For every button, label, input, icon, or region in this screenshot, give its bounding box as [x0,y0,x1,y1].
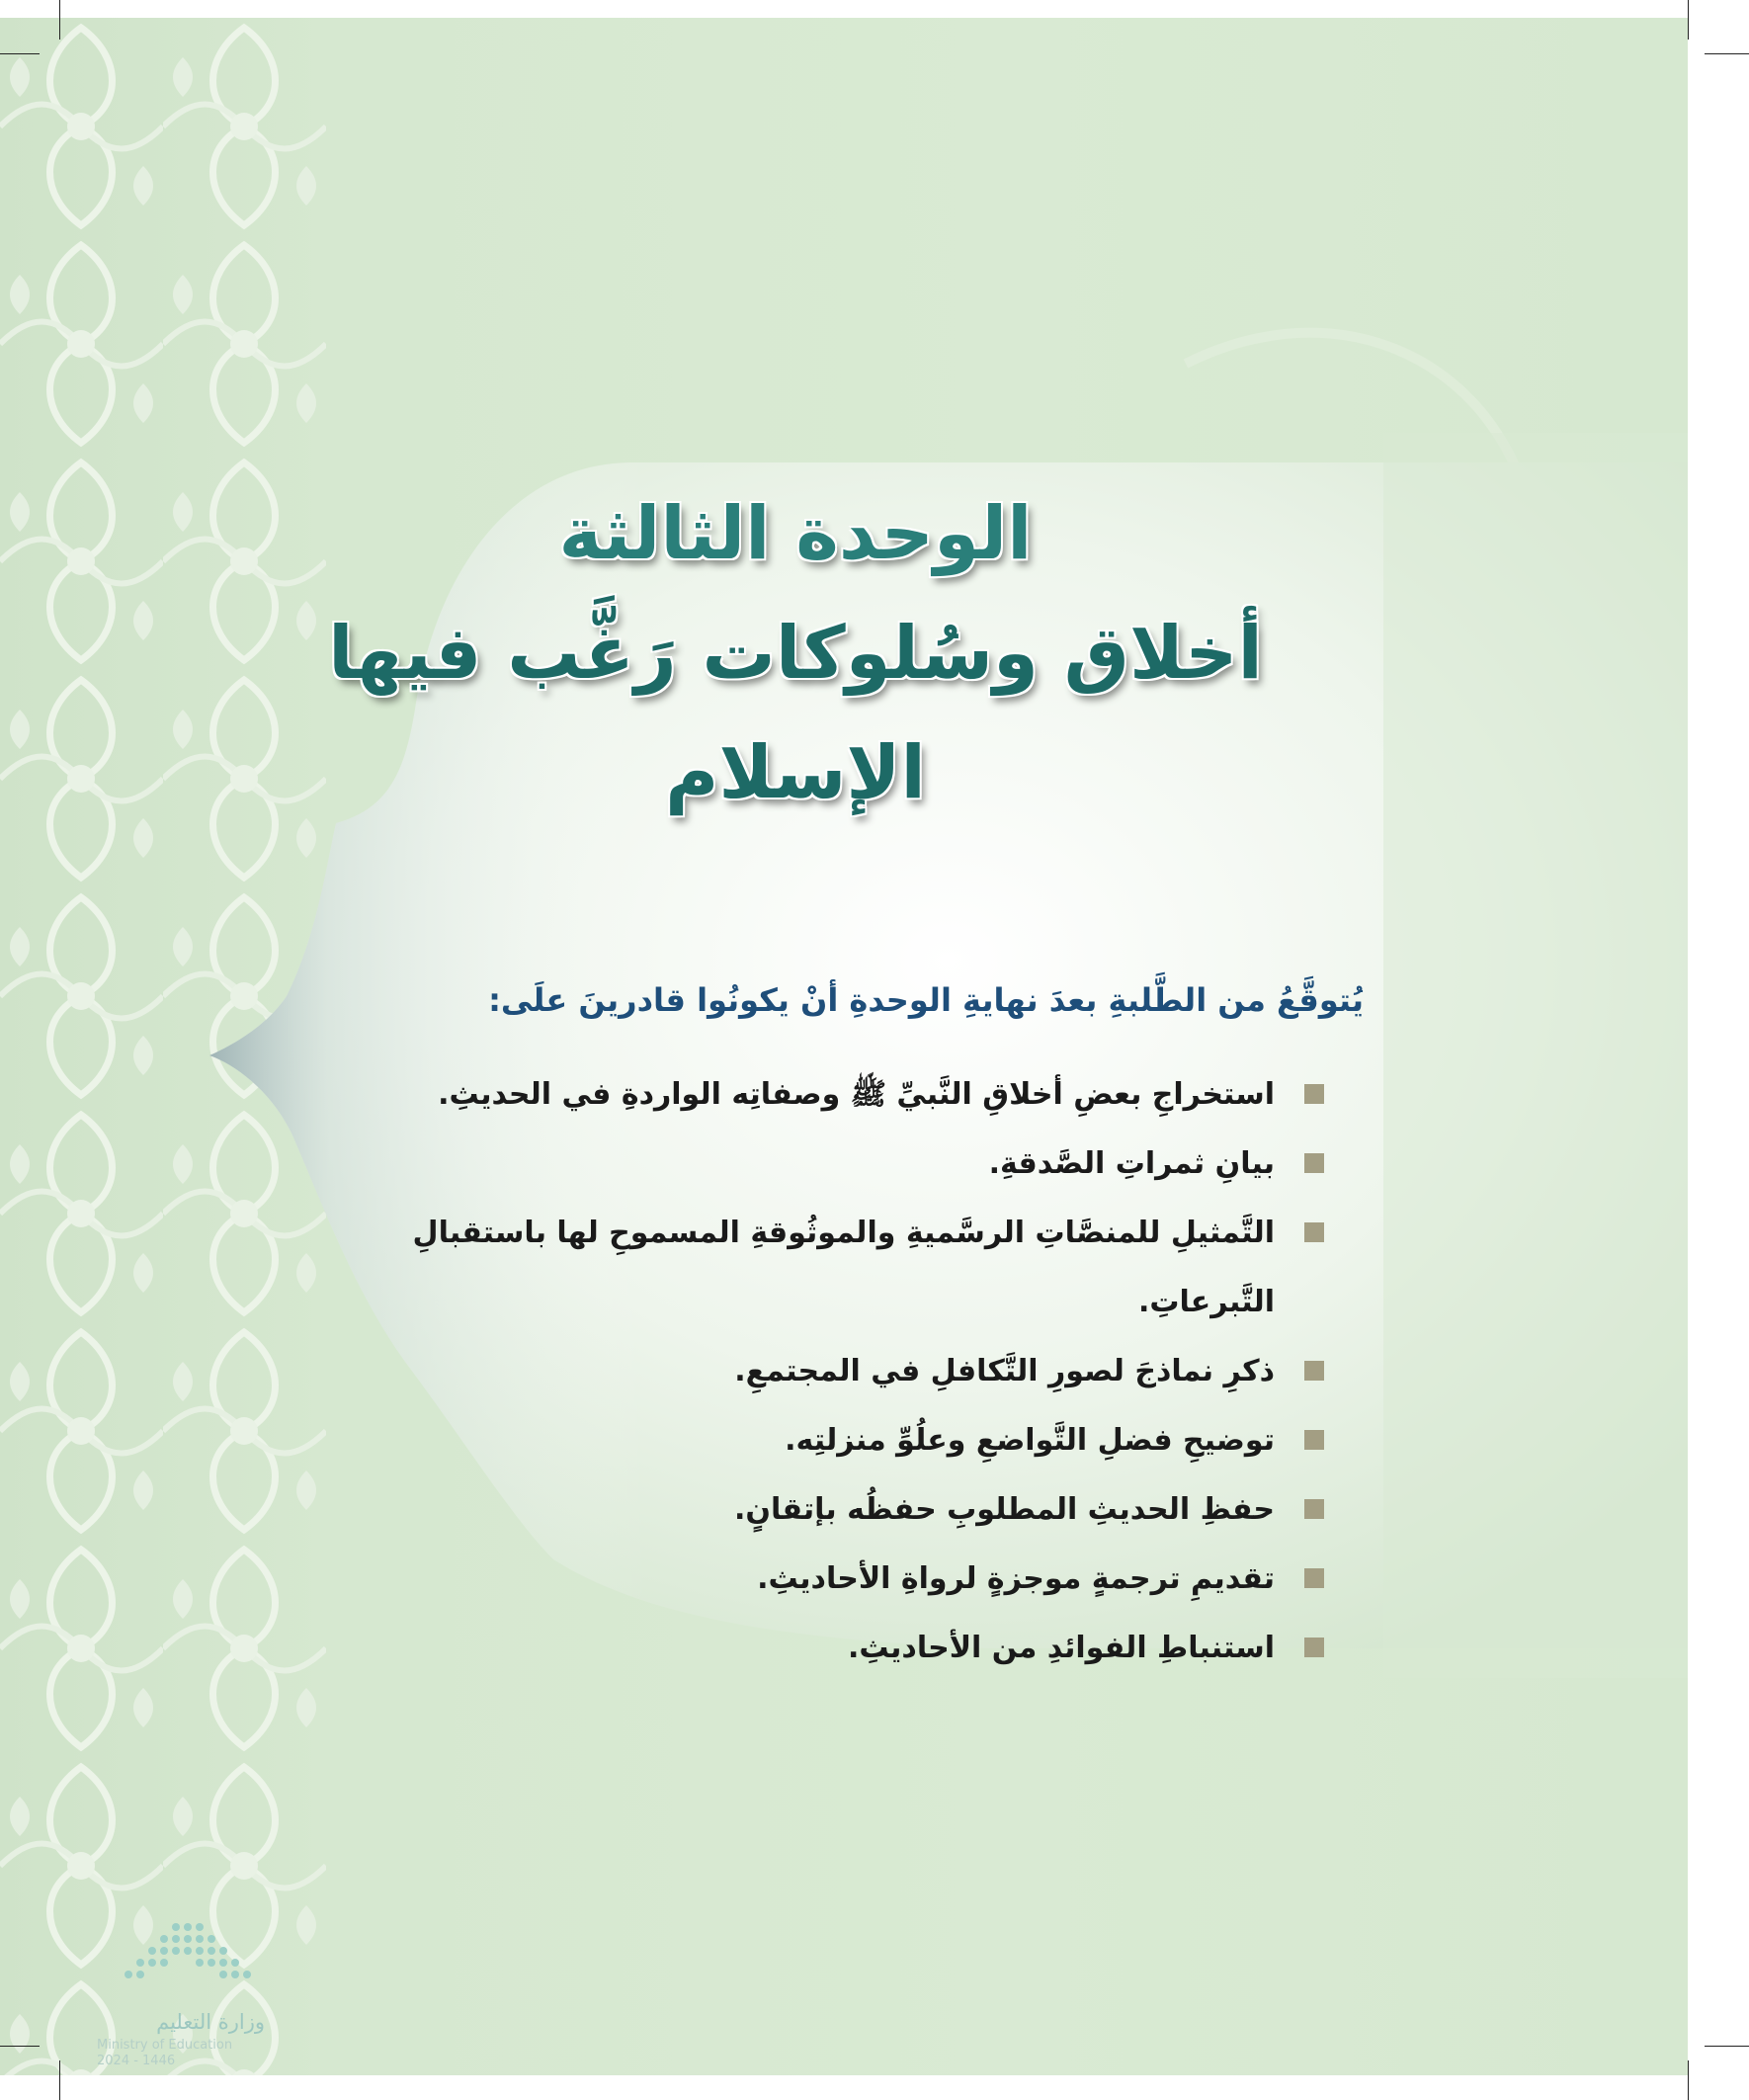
page-background [0,18,1688,2075]
list-item [375,1614,1324,1683]
crop-mark [1688,0,1689,40]
square-bullet-icon [1304,1568,1324,1588]
square-bullet-icon [1304,1430,1324,1450]
square-bullet-icon [1304,1153,1324,1173]
objective-text: استخراجِ بعضِ أخلاقِ النَّبيِّ ﷺ وصفاتِه الواردةِ في الحديثِ. [438,1077,1275,1112]
objective-text: التَّمثيلِ للمنصَّاتِ الرسَّميةِ والموثُوقةِ المسموحِ لها باستقبالِ التَّبرعاتِ. [412,1216,1275,1319]
objective-text: ذكرِ نماذجَ لصورِ التَّكافلِ في المجتمعِ. [734,1354,1275,1388]
list-item [375,1060,1324,1130]
list-item [375,1545,1324,1614]
objectives-intro: يُتوقَّعُ من الطَّلبةِ بعدَ نهايةِ الوحدةِ أنْ يكونُوا قادرينَ علَى: [488,981,1364,1019]
ministry-name-english: Ministry of Education [97,2038,233,2053]
objective-text: تقديمِ ترجمةٍ موجزةٍ لرواةِ الأحاديثِ. [757,1561,1275,1596]
square-bullet-icon [1304,1499,1324,1519]
list-item [375,1199,1324,1337]
crop-mark [1705,2046,1749,2047]
square-bullet-icon [1304,1084,1324,1104]
square-bullet-icon [1304,1638,1324,1657]
ministry-dots-icon [97,1915,265,1984]
ministry-name-arabic: وزارة التعليم [156,2010,265,2034]
list-item [375,1475,1324,1545]
list-item [375,1337,1324,1406]
objective-text: توضيحِ فضلِ التَّواضعِ وعلُوِّ منزلتِه. [785,1423,1275,1458]
unit-number-title: الوحدة الثالثة [558,491,1033,576]
crop-mark [59,2060,60,2100]
objectives-list [375,1060,1324,1683]
ministry-logo [97,1915,294,2073]
list-item [375,1406,1324,1475]
list-item [375,1130,1324,1199]
crop-mark [59,0,60,40]
crop-mark [1688,2060,1689,2100]
arch-panel [0,18,1688,2075]
unit-title-block [326,492,1265,815]
objective-text: استنباطِ الفوائدِ من الأحاديثِ. [848,1631,1275,1665]
square-bullet-icon [1304,1361,1324,1381]
unit-title-line-1: أخلاق وسُلوكات رَغَّب فيها [328,611,1263,697]
crop-mark [1705,53,1749,54]
crop-mark [0,2046,40,2047]
square-bullet-icon [1304,1222,1324,1242]
crop-mark [0,53,40,54]
unit-title-line-2: الإسلام [665,730,926,816]
objective-text: حفظِ الحديثِ المطلوبِ حفظُه بإتقانٍ. [733,1492,1275,1527]
objective-text: بيانِ ثمراتِ الصَّدقةِ. [988,1146,1275,1181]
edition-year: 2024 - 1446 [97,2054,176,2068]
